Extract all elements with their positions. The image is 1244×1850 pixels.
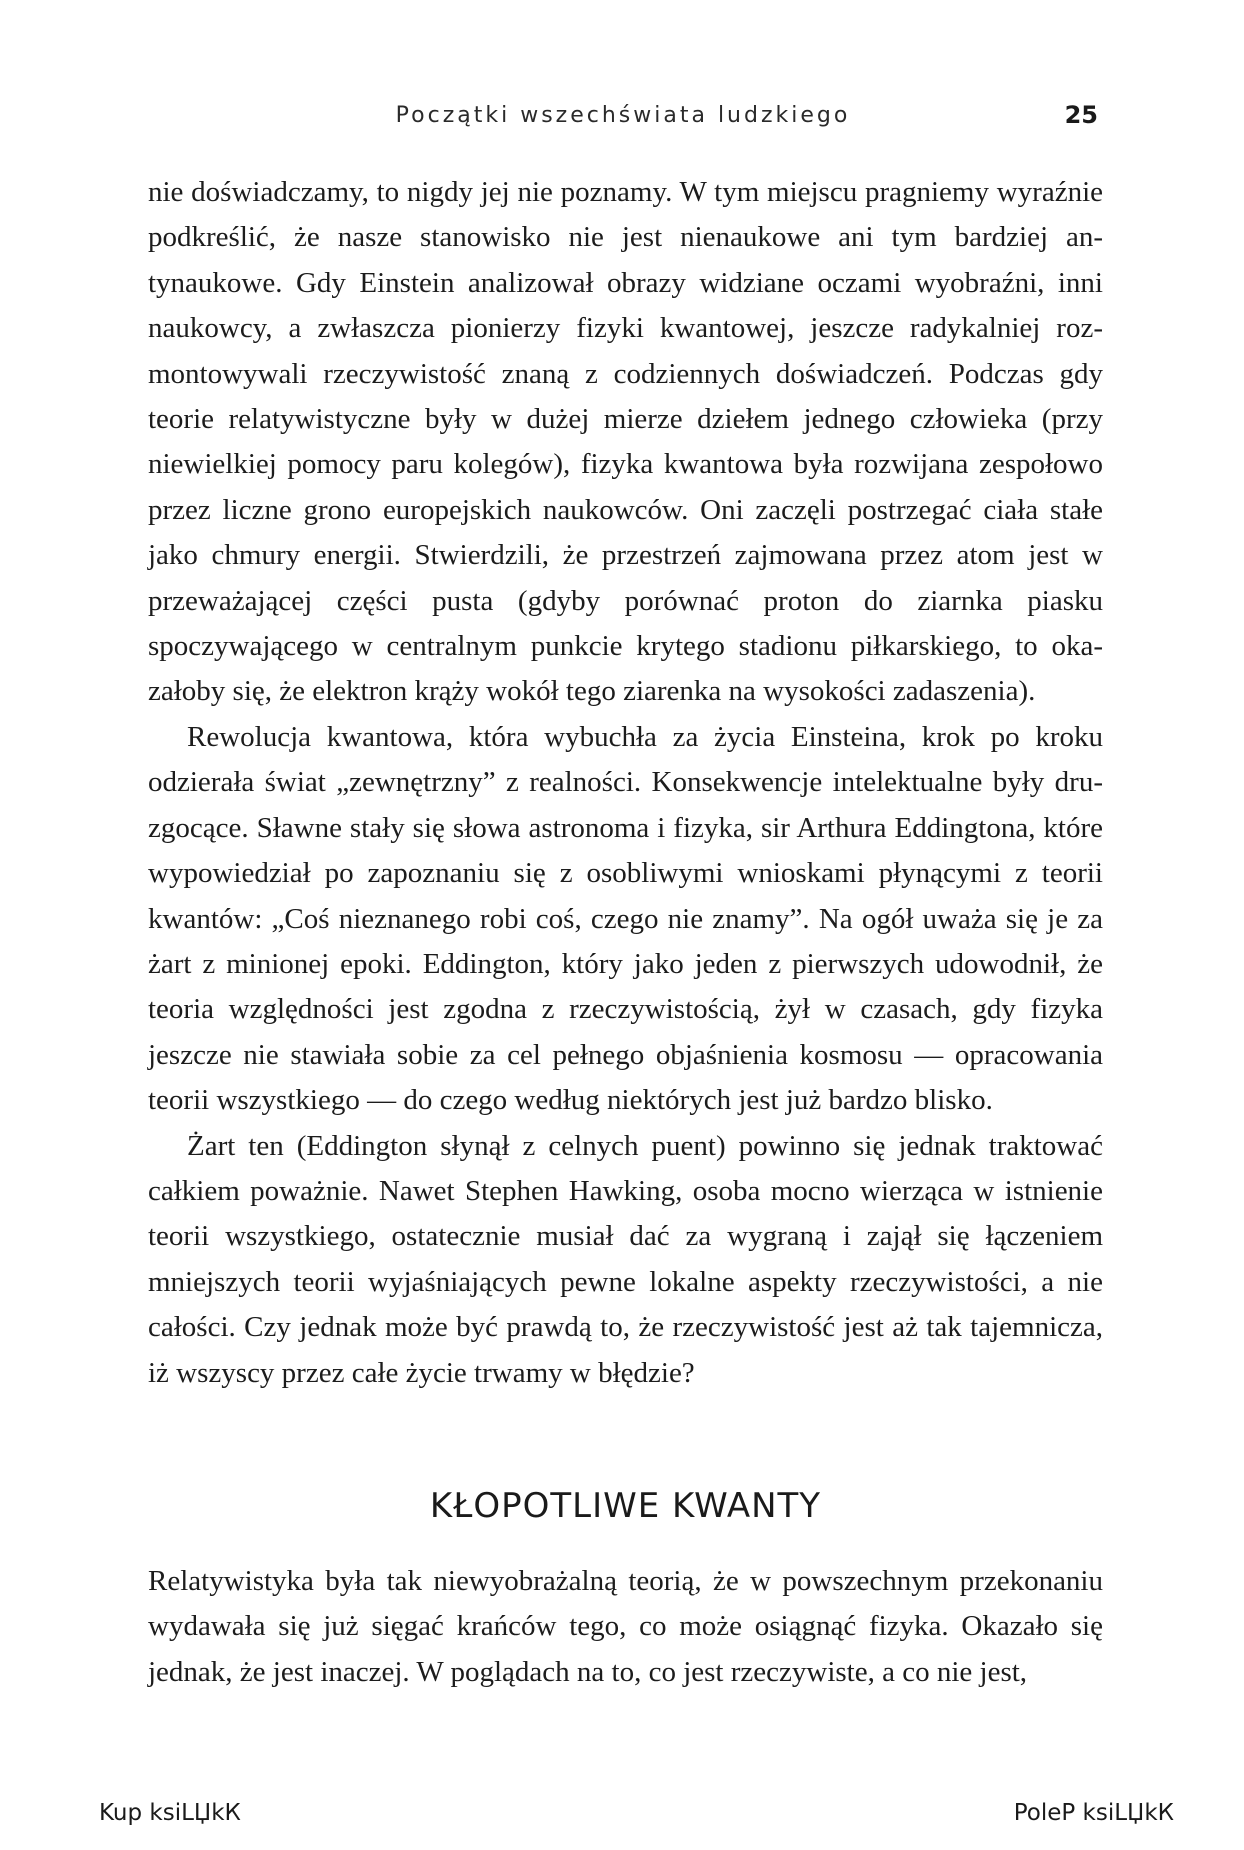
running-header xyxy=(148,103,1098,143)
paragraph-3: Żart ten (Eddington słynął z celnych puent) powinno się jednak traktować całkiem poważnie. Nawet Stephen Hawking, osoba mocno wierząca w istnienie teorii wszystkiego, ostatecznie musiał dać za wygraną i zajął się łączeniem mniejszych teorii wyjaśniających pewne lokalne aspekty rzeczywistości, a nie całości. Czy jednak może być prawdą to, że rzeczywistość jest aż tak tajemnicza, iż wszyscy przez całe życie trwamy w błędzie? xyxy=(148,1129,1103,1389)
recommend-book-link[interactable]: PoleР ksiLЏkК xyxy=(1013,1800,1174,1826)
page-number: 25 xyxy=(1064,101,1098,129)
section-body xyxy=(148,1559,1103,1695)
section-heading: KŁOPOTLIWE KWANTY xyxy=(429,1486,822,1526)
body-text xyxy=(148,170,1103,1396)
running-title: Początki wszechświata ludzkiego xyxy=(395,103,851,128)
buy-book-link[interactable]: Kup ksiLЏkК xyxy=(99,1800,241,1826)
section-paragraph: Relatywistyka była tak niewyobrażalną teorią, że w powszechnym przekonaniu wydawała się już sięgać krańców tego, co może osiągnąć fizyka. Okazało się jednak, że jest inaczej. W poglądach na to, co jest rzeczywiste, a co nie jest, xyxy=(148,1565,1103,1688)
paragraph-2: Rewolucja kwantowa, która wybuchła za życia Einsteina, krok po kroku odzierała świat „zewnętrzny” z realności. Konsekwencje intelektualne były druzgocące. Sławne stały się słowa astronoma i fizyka, sir Arthura Eddingtona, które wypowiedział po zapoznaniu się z osobliwymi wnioskami płynącymi z teorii kwantów: „Coś nieznanego robi coś, czego nie znamy”. Na ogół uważa się je za żart z minionej epoki. Eddington, który jako jeden z pierwszych udowodnił, że teoria względności jest zgodna z rzeczywistością, żył w czasach, gdy fizyka jeszcze nie stawiała sobie za cel pełnego objaśnienia kosmosu — opracowania teorii wszystkiego — do czego według niektórych jest już bardzo blisko. xyxy=(148,720,1103,1117)
paragraph-1: nie doświadczamy, to nigdy jej nie poznamy. W tym miejscu pragniemy wyraźnie podkreślić, że nasze stanowisko nie jest nienaukowe ani tym bardziej antynaukowe. Gdy Einstein analizował obrazy widziane oczami wyobraźni, inni naukowcy, a zwłaszcza pionierzy fizyki kwantowej, jeszcze radykalniej rozmontowywali rzeczywistość znaną z codziennych doświadczeń. Podczas gdy teorie relatywistyczne były w dużej mierze dziełem jednego człowieka (przy niewielkiej pomocy paru kolegów), fizyka kwantowa była rozwijana zespołowo przez liczne grono europejskich naukowców. Oni zaczęli postrzegać ciała stałe jako chmury energii. Stwierdzili, że przestrzeń zajmowana przez atom jest w przeważającej części pusta (gdyby porównać proton do ziarnka piasku spoczywającego w centralnym punkcie krytego stadionu piłkarskiego, to okazałoby się, że elektron krąży wokół tego ziarenka na wysokości zadaszenia). xyxy=(148,176,1103,708)
